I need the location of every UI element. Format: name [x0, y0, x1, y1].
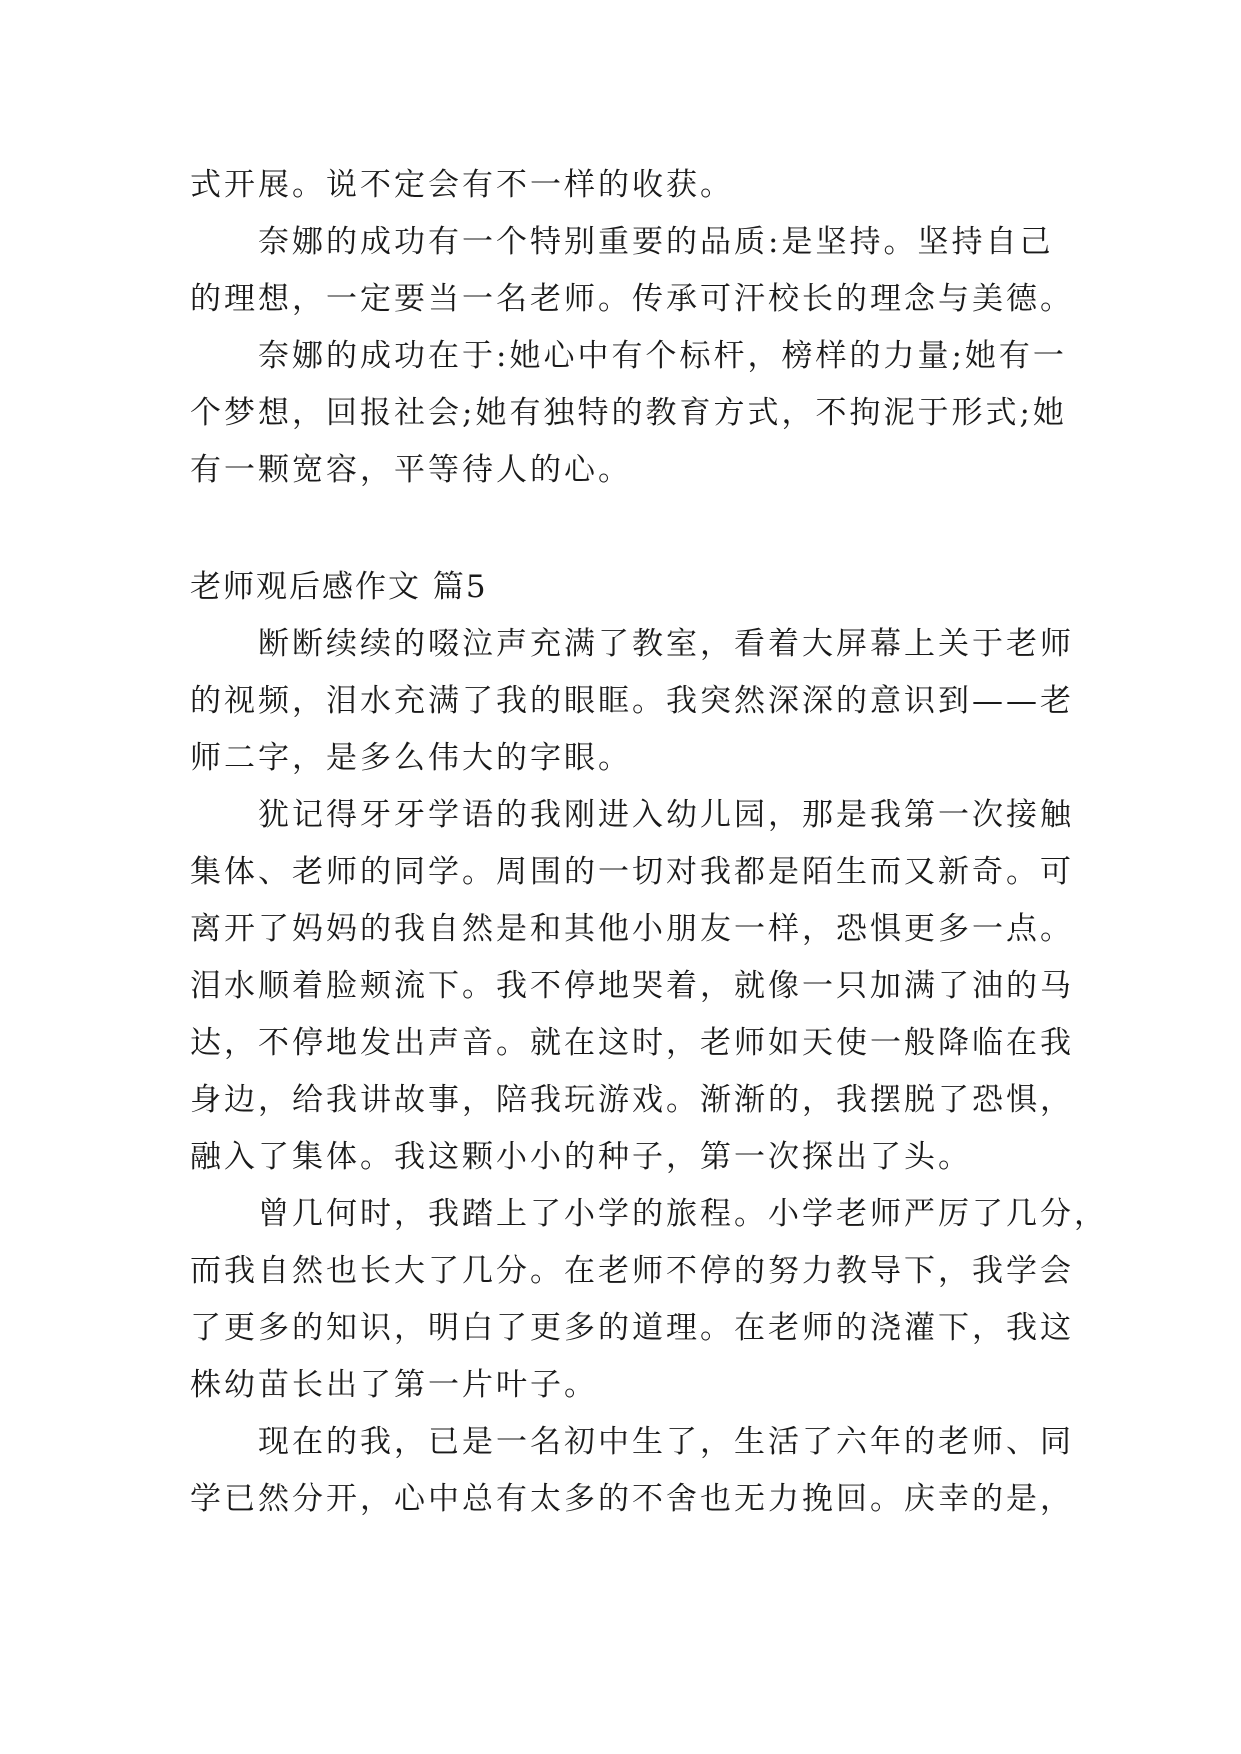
text-line: 的理想，一定要当一名老师。传承可汗校长的理念与美德。	[190, 281, 1074, 317]
text-line: 株幼苗长出了第一片叶子。	[190, 1367, 598, 1403]
document-body	[190, 157, 1108, 1528]
text-line: 融入了集体。我这颗小小的种子，第一次探出了头。	[190, 1139, 972, 1175]
text-line: 式开展。说不定会有不一样的收获。	[190, 167, 734, 203]
text-line: 达，不停地发出声音。就在这时，老师如天使一般降临在我	[190, 1025, 1074, 1061]
text-line: 有一颗宽容，平等待人的心。	[190, 452, 632, 488]
paragraph-line: 现在的我，已是一名初中生了，生活了六年的老师、同	[258, 1424, 1074, 1460]
text-line: 的视频，泪水充满了我的眼眶。我突然深深的意识到——老	[190, 683, 1074, 719]
paragraph-line: 奈娜的成功在于:她心中有个标杆，榜样的力量;她有一	[258, 338, 1067, 374]
section-heading: 老师观后感作文 篇5	[190, 569, 488, 605]
text-line: 个梦想，回报社会;她有独特的教育方式，不拘泥于形式;她	[190, 395, 1067, 431]
paragraph-line: 曾几何时，我踏上了小学的旅程。小学老师严厉了几分，	[258, 1196, 1108, 1232]
text-line: 师二字，是多么伟大的字眼。	[190, 740, 632, 776]
text-line: 了更多的知识，明白了更多的道理。在老师的浇灌下，我这	[190, 1310, 1074, 1346]
text-line: 身边，给我讲故事，陪我玩游戏。渐渐的，我摆脱了恐惧，	[190, 1082, 1074, 1118]
paragraph-line: 断断续续的啜泣声充满了教室，看着大屏幕上关于老师	[258, 626, 1074, 662]
text-line: 集体、老师的同学。周围的一切对我都是陌生而又新奇。可	[190, 854, 1074, 890]
text-line: 离开了妈妈的我自然是和其他小朋友一样，恐惧更多一点。	[190, 911, 1074, 947]
text-line: 泪水顺着脸颊流下。我不停地哭着，就像一只加满了油的马	[190, 968, 1074, 1004]
text-line: 学已然分开，心中总有太多的不舍也无力挽回。庆幸的是，	[190, 1481, 1074, 1517]
text-line: 而我自然也长大了几分。在老师不停的努力教导下，我学会	[190, 1253, 1074, 1289]
paragraph-line: 奈娜的成功有一个特别重要的品质:是坚持。坚持自己	[258, 224, 1054, 260]
paragraph-line: 犹记得牙牙学语的我刚进入幼儿园，那是我第一次接触	[258, 797, 1074, 833]
